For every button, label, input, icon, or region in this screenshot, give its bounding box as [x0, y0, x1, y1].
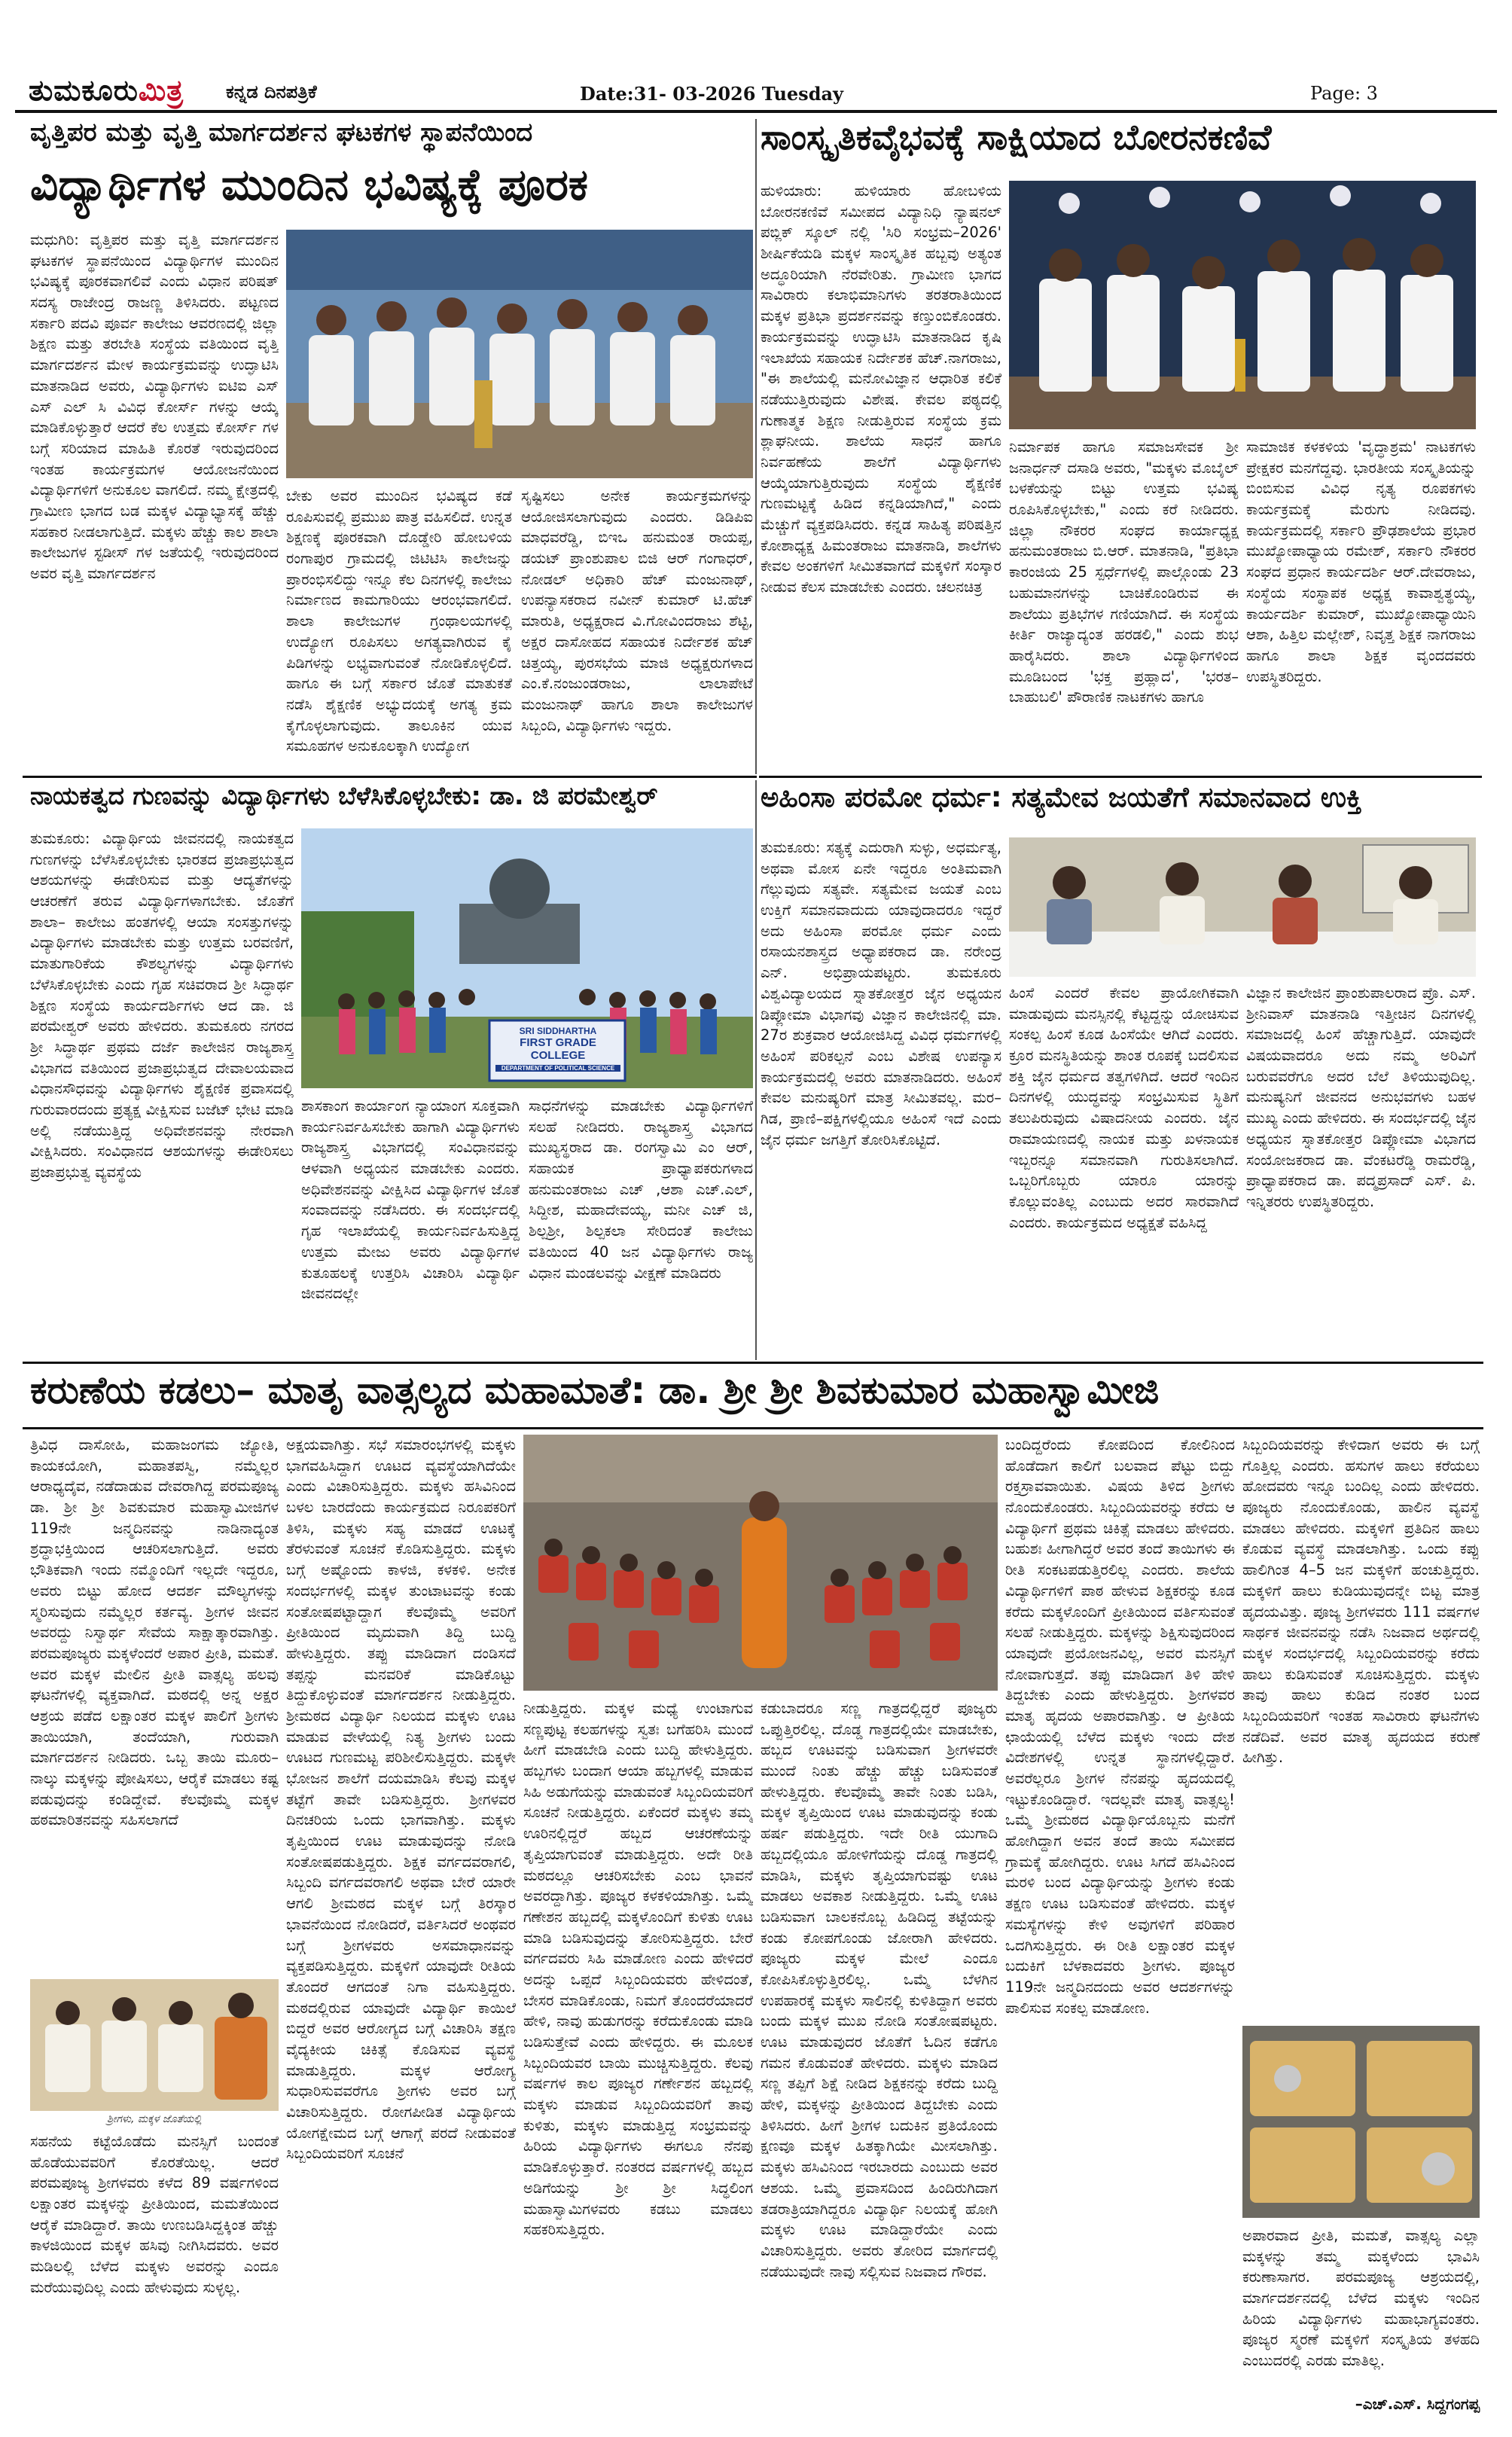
masthead-subtitle: ಕನ್ನಡ ದಿನಪತ್ರಿಕೆ — [226, 81, 317, 102]
food-trays-photo-icon — [1242, 2026, 1480, 2218]
story5-col1-text: ತ್ರಿವಿಧ ದಾಸೋಹಿ, ಮಹಾಜಂಗಮ ಜ್ಯೋತಿ, ಕಾಯಕಯೋಗಿ, ಮಹಾತಪಸ್ವಿ, ನಮ್ಮೆಲ್ಲರ ಆರಾಧ್ಯದೈವ, ನಡೆದಾಡುವ ದೇವರಾಗಿದ್ದ ಪರಮಪೂಜ್ಯ ಡಾ. ಶ್ರೀ ಶ್ರೀ ಶಿವಕುಮಾರ ಮಹಾಸ್ವಾಮೀಜಿಗಳ 119ನೇ ಜನ್ಮದಿನವನ್ನು ನಾಡಿನಾದ್ಯಂತ ಶ್ರದ್ಧಾಭಕ್ತಿಯಿಂದ ಆಚರಿಸಲಾಗುತ್ತಿದೆ. ಅವರು ಭೌತಿಕವಾಗಿ ಇಂದು ನಮ್ಮೊಂದಿಗೆ ಇಲ್ಲದೇ ಇದ್ದರೂ, ಅವರು ಬಿಟ್ಟು ಹೋದ ಆದರ್ಶ ಮೌಲ್ಯಗಳನ್ನು ಸ್ಮರಿಸುವುದು ನಮ್ಮೆಲ್ಲರ ಕರ್ತವ್ಯ. ಶ್ರೀಗಳ ಜೀವನ ಅವರದ್ದು ನಿಸ್ವಾರ್ಥ ಸೇವೆಯ ಸಾಕ್ಷಾತ್ಕಾರವಾಗಿತ್ತು. ಪರಮಪೂಜ್ಯರು ಮಕ್ಕಳೆಂದರೆ ಅಪಾರ ಪ್ರೀತಿ, ಮಮತೆ. ಅವರ ಮಕ್ಕಳ ಮೇಲಿನ ಪ್ರೀತಿ ವಾತ್ಸಲ್ಯ ಹಲವು ಘಟನೆಗಳಲ್ಲಿ ವ್ಯಕ್ತವಾಗಿದೆ. ಮಠದಲ್ಲಿ ಅನ್ನ ಅಕ್ಷರ ಆಶ್ರಯ ಪಡೆದ ಲಕ್ಷಾಂತರ ಮಕ್ಕಳ ಪಾಲಿಗೆ ಶ್ರೀಗಳು ತಾಯಿಯಾಗಿ, ತಂದೆಯಾಗಿ, ಗುರುವಾಗಿ ಮಾರ್ಗದರ್ಶನ ನೀಡಿದರು. ಒಬ್ಬ ತಾಯಿ ಮೂರು–ನಾಲ್ಕು ಮಕ್ಕಳನ್ನು ಪೋಷಿಸಲು, ಆರೈಕೆ ಮಾಡಲು ಕಷ್ಟ ಪಡುವುದನ್ನು ಕಂಡಿದ್ದೇವೆ. ಕೆಲವೊಮ್ಮೆ ಮಕ್ಕಳ ಹಠಮಾರಿತನವನ್ನು ಸಹಿಸಲಾಗದೆ — [30, 1436, 279, 1829]
column-divider — [755, 119, 757, 774]
photo-caption: ಶ್ರೀಗಳು, ಮಕ್ಕಳ ಜೊತೆಯಲ್ಲಿ — [107, 2113, 202, 2125]
banner-line2: FIRST GRADE COLLEGE — [520, 1036, 596, 1062]
story5-col4-text: ಕಡುಬಾದರೂ ಸಣ್ಣ ಗಾತ್ರದಲ್ಲಿದ್ದರೆ ಪೂಜ್ಯರು ಒಪ್ಪುತ್ತಿರಲಿಲ್ಲ. ದೊಡ್ಡ ಗಾತ್ರದಲ್ಲಿಯೇ ಮಾಡಬೇಕು, ಹಬ್ಬದ ಊಟವನ್ನು ಬಡಿಸುವಾಗ ಶ್ರೀಗಳವರೇ ಮುಂದೆ ನಿಂತು ಹೆಚ್ಚು ಹೆಚ್ಚು ಬಡಿಸುವಂತೆ ಹೇಳುತ್ತಿದ್ದರು. ಕೆಲವೊಮ್ಮೆ ತಾವೇ ನಿಂತು ಬಡಿಸಿ, ಮಕ್ಕಳ ತೃಪ್ತಿಯಿಂದ ಊಟ ಮಾಡುವುದನ್ನು ಕಂಡು ಹರ್ಷ ಪಡುತ್ತಿದ್ದರು. ಇದೇ ರೀತಿ ಯುಗಾದಿ ಹಬ್ಬದಲ್ಲಿಯೂ ಹೋಳಿಗೆಯನ್ನು ದೊಡ್ಡ ಗಾತ್ರದಲ್ಲಿ ಮಾಡಿಸಿ, ಮಕ್ಕಳು ತೃಪ್ತಿಯಾಗುವಷ್ಟು ಊಟ ಮಾಡಲು ಅವಕಾಶ ನೀಡುತ್ತಿದ್ದರು. ಒಮ್ಮೆ ಊಟ ಬಡಿಸುವಾಗ ಬಾಲಕನೊಬ್ಬ ಹಿಡಿದಿದ್ದ ತಟ್ಟೆಯನ್ನು ಕಂಡು ಕೋಪಗೊಂಡು ಜೋರಾಗಿ ಹೇಳಿದರು. ಪೂಜ್ಯರು ಮಕ್ಕಳ ಮೇಲೆ ಎಂದೂ ಕೋಪಿಸಿಕೊಳ್ಳುತ್ತಿರಲಿಲ್ಲ. ಒಮ್ಮೆ ಬೆಳಗಿನ ಉಪಹಾರಕ್ಕೆ ಮಕ್ಕಳು ಸಾಲಿನಲ್ಲಿ ಕುಳಿತಿದ್ದಾಗ ಅವರು ಬಂದು ಮಕ್ಕಳ ಮುಖ ನೋಡಿ ಸಂತೋಷಪಟ್ಟರು. ಊಟ ಮಾಡುವುದರ ಜೊತೆಗೆ ಓದಿನ ಕಡೆಗೂ ಗಮನ ಕೊಡುವಂತೆ ಹೇಳಿದರು. ಮಕ್ಕಳು ಮಾಡಿದ ಸಣ್ಣ ತಪ್ಪಿಗೆ ಶಿಕ್ಷೆ ನೀಡಿದ ಶಿಕ್ಷಕನನ್ನು ಕರೆದು ಬುದ್ದಿ ಹೇಳಿ, ಮಕ್ಕಳನ್ನು ಪ್ರೀತಿಯಿಂದ ತಿದ್ದಬೇಕು ಎಂದು ತಿಳಿಸಿದರು. ಹೀಗೆ ಶ್ರೀಗಳ ಬದುಕಿನ ಪ್ರತಿಯೊಂದು ಕ್ಷಣವೂ ಮಕ್ಕಳ ಹಿತಕ್ಕಾಗಿಯೇ ಮೀಸಲಾಗಿತ್ತು. ಮಕ್ಕಳು ಹಸಿವಿನಿಂದ ಇರಬಾರದು ಎಂಬುದು ಅವರ ಆಶಯ. ಒಮ್ಮೆ ಪ್ರವಾಸದಿಂದ ಹಿಂದಿರುಗಿದಾಗ ತಡರಾತ್ರಿಯಾಗಿದ್ದರೂ ವಿದ್ಯಾರ್ಥಿ ನಿಲಯಕ್ಕೆ ಹೋಗಿ ಮಕ್ಕಳು ಊಟ ಮಾಡಿದ್ದಾರೆಯೇ ಎಂದು ವಿಚಾರಿಸುತ್ತಿದ್ದರು. ಅವರು ತೋರಿದ ಮಾರ್ಗದಲ್ಲಿ ನಡೆಯುವುದೇ ನಾವು ಸಲ್ಲಿಸುವ ನಿಜವಾದ ಗೌರವ. — [761, 1700, 998, 2280]
story3-col3-text: ಸಾಧನೆಗಳನ್ನು ಮಾಡಬೇಕು ವಿದ್ಯಾರ್ಥಿಗಳಿಗೆ ಸಲಹೆ ನೀಡಿದರು. ರಾಜ್ಯಶಾಸ್ತ್ರ ವಿಭಾಗದ ಮುಖ್ಯಸ್ಥರಾದ ಡಾ. ರಂಗಸ್ವಾಮಿ ಎಂ ಆರ್, ಸಹಾಯಕ ಪ್ರಾಧ್ಯಾಪಕರುಗಳಾದ ಹನುಮಂತರಾಜು ಎಚ್ ,ಆಶಾ ಎಚ್.ಎಲ್, ಸಿದ್ದೀಶ, ಮಹಾದೇವಯ್ಯ, ಮನೀ ಎಚ್ ಜಿ, ಶಿಲ್ಪಶ್ರೀ, ಶಿಲ್ಪಕಲಾ ಸೇರಿದಂತೆ ಕಾಲೇಜು ವತಿಯಿಂದ 40 ಜನ ವಿದ್ಯಾರ್ಥಿಗಳು ರಾಜ್ಯ ವಿಧಾನ ಮಂಡಲವನ್ನು ವೀಕ್ಷಣೆ ಮಾಡಿದರು — [529, 1097, 753, 1282]
masthead-date: Date:31- 03-2026 Tuesday — [580, 83, 843, 105]
story2-col3-text: ಸಾಮಾಜಿಕ ಕಳಕಳಿಯ 'ವೃದ್ಧಾಶ್ರಮ' ನಾಟಕಗಳು ಪ್ರೇಕ್ಷಕರ ಮನಗೆದ್ದವು. ಭಾರತೀಯ ಸಂಸ್ಕೃತಿಯನ್ನು ಬಿಂಬಿಸುವ ವಿವಿಧ ನೃತ್ಯ ರೂಪಕಗಳು ಕಾರ್ಯಕ್ರಮಕ್ಕೆ ಮೆರುಗು ನೀಡಿದವು. ಕಾರ್ಯಕ್ರಮದಲ್ಲಿ ಸರ್ಕಾರಿ ಪ್ರೌಢಶಾಲೆಯ ಪ್ರಭಾರ ಮುಖ್ಯೋಪಾಧ್ಯಾಯ ರಮೇಶ್, ಸರ್ಕಾರಿ ನೌಕರರ ಸಂಘದ ಪ್ರಧಾನ ಕಾರ್ಯದರ್ಶಿ ಆರ್.ದೇವರಾಜು, ಸಂಸ್ಥೆಯ ಸಂಸ್ಥಾಪಕ ಅಧ್ಯಕ್ಷ ಕಾವಾಶ್ವತ್ಥಯ್ಯ, ಕಾರ್ಯದರ್ಶಿ ಕುಮಾರ್, ಮುಖ್ಯೋಪಾಧ್ಯಾಯಿನಿ ಆಶಾ, ಹಿತ್ತಿಲ ಮಲ್ಲೇಶ್, ನಿವೃತ್ತ ಶಿಕ್ಷಕ ನಾಗರಾಜು ಹಾಗೂ ಶಾಲಾ ಶಿಕ್ಷಕ ವೃಂದದವರು ಉಪಸ್ಥಿತರಿದ್ದರು. — [1246, 438, 1476, 685]
section-divider — [23, 1362, 1483, 1364]
story5-col5-text: ಬಂದಿದ್ದರೆಂದು ಕೋಪದಿಂದ ಕೋಲಿನಿಂದ ಹೊಡೆದಾಗ ಕಾಲಿಗೆ ಬಲವಾದ ಪೆಟ್ಟು ಬಿದ್ದು ರಕ್ತಸ್ರಾವವಾಯಿತು. ವಿಷಯ ತಿಳಿದ ಶ್ರೀಗಳು ನೊಂದುಕೊಂಡರು. ಸಿಬ್ಬಂದಿಯವರನ್ನು ಕರೆದು ಆ ವಿದ್ಯಾರ್ಥಿಗೆ ಪ್ರಥಮ ಚಿಕಿತ್ಸೆ ಮಾಡಲು ಹೇಳಿದರು. ಬಹುಶಃ ಹೀಗಾಗಿದ್ದರೆ ಅವರ ತಂದೆ ತಾಯಿಗಳು ಈ ರೀತಿ ಸಂಕಟಪಡುತ್ತಿರಲಿಲ್ಲ ಎಂದರು. ಶಾಲೆಯ ವಿದ್ಯಾರ್ಥಿಗಳಿಗೆ ಪಾಠ ಹೇಳುವ ಶಿಕ್ಷಕರನ್ನು ಕೂಡ ಕರೆದು ಮಕ್ಕಳೊಂದಿಗೆ ಪ್ರೀತಿಯಿಂದ ವರ್ತಿಸುವಂತೆ ಸಲಹೆ ನೀಡುತ್ತಿದ್ದರು. ಮಕ್ಕಳನ್ನು ಶಿಕ್ಷಿಸುವುದರಿಂದ ಯಾವುದೇ ಪ್ರಯೋಜನವಿಲ್ಲ, ಅವರ ಮನಸ್ಸಿಗೆ ನೋವಾಗುತ್ತದೆ. ತಪ್ಪು ಮಾಡಿದಾಗ ತಿಳಿ ಹೇಳಿ ತಿದ್ದಬೇಕು ಎಂದು ಹೇಳುತ್ತಿದ್ದರು. ಶ್ರೀಗಳವರ ಮಾತೃ ಹೃದಯ ಅಪಾರವಾಗಿತ್ತು. ಆ ಪ್ರೀತಿಯ ಛಾಯೆಯಲ್ಲಿ ಬೆಳೆದ ಮಕ್ಕಳು ಇಂದು ದೇಶ ವಿದೇಶಗಳಲ್ಲಿ ಉನ್ನತ ಸ್ಥಾನಗಳಲ್ಲಿದ್ದಾರೆ. ಅವರೆಲ್ಲರೂ ಶ್ರೀಗಳ ನೆನಪನ್ನು ಹೃದಯದಲ್ಲಿ ಇಟ್ಟುಕೊಂಡಿದ್ದಾರೆ. ಇದಲ್ಲವೇ ಮಾತೃ ವಾತ್ಸಲ್ಯ! ಒಮ್ಮೆ ಶ್ರೀಮಠದ ವಿದ್ಯಾರ್ಥಿಯೊಬ್ಬನು ಮನೆಗೆ ಹೋಗಿದ್ದಾಗ ಅವನ ತಂದೆ ತಾಯಿ ಸಮೀಪದ ಗ್ರಾಮಕ್ಕೆ ಹೋಗಿದ್ದರು. ಊಟ ಸಿಗದೆ ಹಸಿವಿನಿಂದ ಮರಳಿ ಬಂದ ವಿದ್ಯಾರ್ಥಿಯನ್ನು ಶ್ರೀಗಳು ಕಂಡು ತಕ್ಷಣ ಊಟ ಬಡಿಸುವಂತೆ ಹೇಳಿದರು. ಮಕ್ಕಳ ಸಮಸ್ಯೆಗಳನ್ನು ಕೇಳಿ ಅವುಗಳಿಗೆ ಪರಿಹಾರ ಒದಗಿಸುತ್ತಿದ್ದರು. ಈ ರೀತಿ ಲಕ್ಷಾಂತರ ಮಕ್ಕಳ ಬದುಕಿಗೆ ಬೆಳಕಾದವರು ಶ್ರೀಗಳು. ಪೂಜ್ಯರ 119ನೇ ಜನ್ಮದಿನದಂದು ಅವರ ಆದರ್ಶಗಳನ್ನು ಪಾಲಿಸುವ ಸಂಕಲ್ಪ ಮಾಡೋಣ. — [1005, 1436, 1235, 2017]
story5-col2 — [286, 1435, 516, 2425]
story4-col2 — [1009, 983, 1239, 1357]
story3-col1 — [30, 828, 294, 1356]
story1-col3-text: ಸೃಷ್ಟಿಸಲು ಅನೇಕ ಕಾರ್ಯಕ್ರಮಗಳನ್ನು ಆಯೋಜಿಸಲಾಗುವುದು ಎಂದರು. ಡಿಡಿಪಿಐ ಮಾಧವರೆಡ್ಡಿ, ಬಿಇಒ ಹನುಮಂತ ರಾಯಪ್ಪ, ಡಯಟ್ ಪ್ರಾಂಶುಪಾಲ ಬಿಜಿ ಆರ್ ಗಂಗಾಧರ್, ನೋಡಲ್ ಅಧಿಕಾರಿ ಹೆಚ್ ಮಂಜುನಾಥ್, ಉಪನ್ಯಾಸಕರಾದ ನವೀನ್ ಕುಮಾರ್ ಟಿ.ಹೆಚ್ ಮಾರುತಿ, ಅಧ್ಯಕ್ಷರಾದ ವಿ.ಗೋವಿಂದರಾಜು ಶೆಟ್ಟಿ, ಅಕ್ಷರ ದಾಸೋಹದ ಸಹಾಯಕ ನಿರ್ದೇಶಕ ಹೆಚ್ ಚಿತ್ತಯ್ಯ, ಪುರಸಭೆಯ ಮಾಜಿ ಅಧ್ಯಕ್ಷರುಗಳಾದ ಎಂ.ಕೆ.ನಂಜುಂಡರಾಜು, ಲಾಲಾಪೇಟೆ ಮಂಜುನಾಥ್ ಹಾಗೂ ಶಾಲಾ ಕಾಲೇಜುಗಳ ಸಿಬ್ಬಂದಿ, ವಿದ್ಯಾರ್ಥಿಗಳು ಇದ್ದರು. — [521, 487, 753, 734]
story5-headline: ಕರುಣೆಯ ಕಡಲು– ಮಾತೃ ವಾತ್ಸಲ್ಯದ ಮಹಾಮಾತೆ: ಡಾ. ಶ್ರೀ ಶ್ರೀ ಶಿವಕುಮಾರ ಮಹಾಸ್ವಾಮೀಜಿ — [30, 1368, 1160, 1412]
story2-col1-text: ಹುಳಿಯಾರು: ಹುಳಿಯಾರು ಹೋಬಳಿಯ ಬೋರನಕಣಿವೆ ಸಮೀಪದ ವಿದ್ಯಾನಿಧಿ ನ್ಯಾಷನಲ್ ಪಬ್ಲಿಕ್ ಸ್ಕೂಲ್ ನಲ್ಲಿ 'ಸಿರಿ ಸಂಭ್ರಮ–2026' ಶೀರ್ಷಿಕೆಯಡಿ ಮಕ್ಕಳ ಸಾಂಸ್ಕೃತಿಕ ಹಬ್ಬವು ಅತ್ಯಂತ ಅದ್ಧೂರಿಯಾಗಿ ನೆರವೇರಿತು. ಗ್ರಾಮೀಣ ಭಾಗದ ಸಾವಿರಾರು ಕಲಾಭಿಮಾನಿಗಳು ತರತರಾತಿಯಿಂದ ಮಕ್ಕಳ ಪ್ರತಿಭಾ ಪ್ರದರ್ಶನವನ್ನು ಕಣ್ತುಂಬಿಕೊಂಡರು. ಕಾರ್ಯಕ್ರಮವನ್ನು ಉದ್ಘಾಟಿಸಿ ಮಾತನಾಡಿದ ಕೃಷಿ ಇಲಾಖೆಯ ಸಹಾಯಕ ನಿರ್ದೇಶಕ ಹೆಚ್.ನಾಗರಾಜು, "ಈ ಶಾಲೆಯಲ್ಲಿ ಮನೋವಿಜ್ಞಾನ ಆಧಾರಿತ ಕಲಿಕೆ ನಡೆಯುತ್ತಿರುವುದು ವಿಶೇಷ. ಕೇವಲ ಪಠ್ಯದಲ್ಲಿ ಗುಣಾತ್ಮಕ ಶಿಕ್ಷಣ ನೀಡುತ್ತಿರುವ ಸಂಸ್ಥೆಯ ಕ್ರಮ ಶ್ಲಾಘನೀಯ. ಶಾಲೆಯ ಸಾಧನೆ ಹಾಗೂ ನಿರ್ವಹಣೆಯ ಶಾಲೆಗೆ ವಿದ್ಯಾರ್ಥಿಗಳು ಆಯ್ಕೆಯಾಗುತ್ತಿರುವುದು ಸಂಸ್ಥೆಯ ಶೈಕ್ಷಣಿಕ ಗುಣಮಟ್ಟಕ್ಕೆ ಹಿಡಿದ ಕನ್ನಡಿಯಾಗಿದೆ," ಎಂದು ಮೆಚ್ಚುಗೆ ವ್ಯಕ್ತಪಡಿಸಿದರು. ಕನ್ನಡ ಸಾಹಿತ್ಯ ಪರಿಷತ್ತಿನ ಕೋಶಾಧ್ಯಕ್ಷ ಹಿಮಂತರಾಜು ಮಾತನಾಡಿ, ಶಾಲೆಗಳು ಕೇವಲ ಅಂಕಗಳಿಗೆ ಸೀಮಿತವಾಗದೆ ಮಕ್ಕಳಿಗೆ ಸಂಸ್ಕಾರ ನೀಡುವ ಕೆಲಸ ಮಾಡಬೇಕು ಎಂದರು. ಚಲನಚಿತ್ರ — [761, 182, 1001, 596]
story2-col1 — [761, 181, 1001, 768]
story5-col6b — [1242, 2225, 1480, 2387]
story2-photo — [1009, 181, 1476, 429]
story4-photo — [1009, 837, 1476, 977]
story3-col1-text: ತುಮಕೂರು: ವಿದ್ಯಾರ್ಥಿಯ ಜೀವನದಲ್ಲಿ ನಾಯಕತ್ವದ ಗುಣಗಳನ್ನು ಬೆಳೆಸಿಕೊಳ್ಳಬೇಕು ಭಾರತದ ಪ್ರಜಾಪ್ರಭುತ್ವದ ಆಶಯಗಳನ್ನು ಈಡೇರಿಸುವ ಮತ್ತು ಆದ್ಯತೆಗಳನ್ನು ಆಚರಣೆಗೆ ತರುವ ವಿದ್ಯಾರ್ಥಿಗಳಾಗಬೇಕು. ಜೊತೆಗೆ ಶಾಲಾ– ಕಾಲೇಜು ಹಂತಗಳಲ್ಲಿ ಆಯಾ ಸಂಸತ್ತುಗಳನ್ನು ವಿದ್ಯಾರ್ಥಿಗಳು ಮಾಡಬೇಕು ಮತ್ತು ಉತ್ತಮ ಬರವಣಿಗೆ, ಮಾತುಗಾರಿಕೆಯ ಕೌಶಲ್ಯಗಳನ್ನು ವಿದ್ಯಾರ್ಥಿಗಳು ಬೆಳೆಸಿಕೊಳ್ಳಬೇಕು ಎಂದು ಗೃಹ ಸಚಿವರಾದ ಶ್ರೀ ಸಿದ್ಧಾರ್ಥ ಶಿಕ್ಷಣ ಸಂಸ್ಥೆಯ ಕಾರ್ಯದರ್ಶಿಗಳು ಆದ ಡಾ. ಜಿ ಪರಮೇಶ್ವರ್ ಅವರು ಹೇಳಿದರು. ತುಮಕೂರು ನಗರದ ಶ್ರೀ ಸಿದ್ಧಾರ್ಥ ಪ್ರಥಮ ದರ್ಜೆ ಕಾಲೇಜಿನ ರಾಜ್ಯಶಾಸ್ತ್ರ ವಿಭಾಗದ ವತಿಯಿಂದ ಪ್ರಜಾಪ್ರಭುತ್ವದ ದೇವಾಲಯವಾದ ವಿಧಾನಸೌಧವನ್ನು ವಿದ್ಯಾರ್ಥಿಗಳು ಶೈಕ್ಷಣಿಕ ಪ್ರವಾಸದಲ್ಲಿ ಗುರುವಾರದಂದು ಪ್ರತ್ಯಕ್ಷ ವೀಕ್ಷಿಸುವ ಬಜೆಟ್ ಭೇಟಿ ಮಾಡಿ ಅಲ್ಲಿ ನಡೆಯುತ್ತಿದ್ದ ಅಧಿವೇಶನವನ್ನು ನೇರವಾಗಿ ವೀಕ್ಷಿಸಿದರು. ಸಂವಿಧಾನದ ಆಶಯಗಳನ್ನು ಈಡೇರಿಸಲು ಪ್ರಜಾಪ್ರಭುತ್ವ ವ್ಯವಸ್ಥೆಯ — [30, 830, 294, 1181]
college-banner — [495, 1026, 620, 1072]
story2-col2-text: ನಿರ್ಮಾಪಕ ಹಾಗೂ ಸಮಾಜಸೇವಕ ಶ್ರೀ ಜನಾರ್ಧನ್ ದಸಾಡಿ ಅವರು, "ಮಕ್ಕಳು ಮೊಬೈಲ್ ಬಳಕೆಯನ್ನು ಬಿಟ್ಟು ಉತ್ತಮ ಭವಿಷ್ಯ ರೂಪಿಸಿಕೊಳ್ಳಬೇಕು," ಎಂದು ಕರೆ ನೀಡಿದರು. ಜಿಲ್ಲಾ ನೌಕರರ ಸಂಘದ ಕಾರ್ಯಾಧ್ಯಕ್ಷ ಹನುಮಂತರಾಜು ಬಿ.ಆರ್. ಮಾತನಾಡಿ, "ಪ್ರತಿಭಾ ಕಾರಂಜಿಯ 25 ಸ್ಪರ್ಧೆಗಳಲ್ಲಿ ಪಾಲ್ಗೊಂಡು 23 ಬಹುಮಾನಗಳನ್ನು ಬಾಚಿಕೊಂಡಿರುವ ಈ ಶಾಲೆಯು ಪ್ರತಿಭೆಗಳ ಗಣಿಯಾಗಿದೆ. ಈ ಸಂಸ್ಥೆಯ ಕೀರ್ತಿ ರಾಜ್ಯಾದ್ಯಂತ ಹರಡಲಿ," ಎಂದು ಶುಭ ಹಾರೈಸಿದರು. ಶಾಲಾ ವಿದ್ಯಾರ್ಥಿಗಳಿಂದ ಮೂಡಿಬಂದ 'ಭಕ್ತ ಪ್ರಹ್ಲಾದ', 'ಭರತ–ಬಾಹುಬಲಿ' ಪೌರಾಣಿಕ ನಾಟಕಗಳು ಹಾಗೂ — [1009, 438, 1239, 706]
story5-col4 — [761, 1698, 998, 2425]
story4-col1-text: ತುಮಕೂರು: ಸತ್ಯಕ್ಕೆ ಎದುರಾಗಿ ಸುಳ್ಳು, ಅಧರ್ಮತ್ಯ, ಅಥವಾ ಮೋಸ ಏನೇ ಇದ್ದರೂ ಅಂತಿಮವಾಗಿ ಗೆಲ್ಲುವುದು ಸತ್ಯವೇ. ಸತ್ಯಮೇವ ಜಯತೆ ಎಂಬ ಉಕ್ತಿಗೆ ಸಮಾನವಾದುದು ಯಾವುದಾದರೂ ಇದ್ದರೆ ಅದು ಅಹಿಂಸಾ ಪರಮೋ ಧರ್ಮ ಎಂದು ರಸಾಯನಶಾಸ್ತ್ರದ ಅಧ್ಯಾಪಕರಾದ ಡಾ. ನರೇಂದ್ರ ಎನ್. ಅಭಿಪ್ರಾಯಪಟ್ಟರು. ತುಮಕೂರು ವಿಶ್ವವಿದ್ಯಾಲಯದ ಸ್ನಾತಕೋತ್ತರ ಜೈನ ಅಧ್ಯಯನ ಡಿಪ್ಲೋಮಾ ವಿಭಾಗವು ವಿಜ್ಞಾನ ಕಾಲೇಜಿನಲ್ಲಿ ಮಾ. 27ರ ಶುಕ್ರವಾರ ಆಯೋಜಿಸಿದ್ದ ವಿವಿಧ ಧರ್ಮಗಳಲ್ಲಿ ಅಹಿಂಸೆ ಪರಿಕಲ್ಪನೆ ಎಂಬ ವಿಶೇಷ ಉಪನ್ಯಾಸ ಕಾರ್ಯಕ್ರಮದಲ್ಲಿ ಅವರು ಮಾತನಾಡಿದರು. ಅಹಿಂಸೆ ಕೇವಲ ಮನುಷ್ಯರಿಗೆ ಮಾತ್ರ ಸೀಮಿತವಲ್ಲ. ಮರ–ಗಿಡ, ಪ್ರಾಣಿ–ಪಕ್ಷಿಗಳಲ್ಲಿಯೂ ಅಹಿಂಸೆ ಇದೆ ಎಂದು ಜೈನ ಧರ್ಮ ಜಗತ್ತಿಗೆ ತೋರಿಸಿಕೊಟ್ಟಿದೆ. — [761, 839, 1001, 1148]
group-event-photo-icon — [286, 230, 753, 478]
story4-col3 — [1246, 983, 1476, 1357]
section-divider — [759, 776, 1482, 778]
story5-col1 — [30, 1435, 279, 1969]
story1-col2 — [286, 486, 512, 772]
masthead-rule — [15, 110, 1497, 113]
story1-col3 — [521, 486, 753, 772]
section-divider — [23, 1427, 1483, 1429]
story5-photo-small — [30, 1979, 279, 2111]
story5-col6b-text: ಅಪಾರವಾದ ಪ್ರೀತಿ, ಮಮತೆ, ವಾತ್ಸಲ್ಯ ಎಲ್ಲಾ ಮಕ್ಕಳನ್ನು ತಮ್ಮ ಮಕ್ಕಳೆಂದು ಭಾವಿಸಿ ಕರುಣಾಸಾಗರ. ಪರಮಪೂಜ್ಯ ಆಶ್ರಯದಲ್ಲಿ, ಮಾರ್ಗದರ್ಶನದಲ್ಲಿ ಬೆಳೆದ ಮಕ್ಕಳು ಇಂದಿನ ಹಿರಿಯ ವಿದ್ಯಾರ್ಥಿಗಳು ಮಹಾಭಾಗ್ಯವಂತರು. ಪೂಜ್ಯರ ಸ್ಮರಣೆ ಮಕ್ಕಳಿಗೆ ಸಂಸ್ಕೃತಿಯ ತಳಹದಿ ಎಂಬುದರಲ್ಲಿ ಎರಡು ಮಾತಿಲ್ಲ. — [1242, 2227, 1480, 2370]
logo-part2: ಮಿತ್ರ — [138, 74, 184, 107]
story5-photo-food — [1242, 2026, 1480, 2218]
story1-col1 — [30, 230, 279, 772]
story3-col2-text: ಶಾಸಕಾಂಗ ಕಾರ್ಯಾಂಗ ನ್ಯಾಯಾಂಗ ಸೂಕ್ತವಾಗಿ ಕಾರ್ಯನಿರ್ವಹಿಸಬೇಕು ಹಾಗಾಗಿ ವಿದ್ಯಾರ್ಥಿಗಳು ರಾಜ್ಯಶಾಸ್ತ್ರ ವಿಭಾಗದಲ್ಲಿ ಸಂವಿಧಾನವನ್ನು ಆಳವಾಗಿ ಅಧ್ಯಯನ ಮಾಡಬೇಕು ಎಂದರು. ಅಧಿವೇಶನವನ್ನು ವೀಕ್ಷಿಸಿದ ವಿದ್ಯಾರ್ಥಿಗಳ ಜೊತೆ ಸಂವಾದವನ್ನು ನಡೆಸಿದರು. ಈ ಸಂದರ್ಭದಲ್ಲಿ ಗೃಹ ಇಲಾಖೆಯಲ್ಲಿ ಕಾರ್ಯನಿರ್ವಹಿಸುತ್ತಿದ್ದ ಉತ್ತಮ ಮೇಜು ಅವರು ವಿದ್ಯಾರ್ಥಿಗಳ ಕುತೂಹಲಕ್ಕೆ ಉತ್ತರಿಸಿ ವಿಚಾರಿಸಿ ವಿದ್ಯಾರ್ಥಿ ಜೀವನದಲ್ಲೇ — [301, 1097, 520, 1303]
section-divider — [23, 776, 757, 778]
story1-kicker: ವೃತ್ತಿಪರ ಮತ್ತು ವೃತ್ತಿ ಮಾರ್ಗದರ್ಶನ ಘಟಕಗಳ ಸ್ಥಾಪನೆಯಿಂದ — [30, 117, 533, 148]
story4-col2-text: ಹಿಂಸೆ ಎಂದರೆ ಕೇವಲ ಪ್ರಾಯೋಗಿಕವಾಗಿ ಮಾಡುವುದು ಮನಸ್ಸಿನಲ್ಲಿ ಕೆಟ್ಟದ್ದನ್ನು ಯೋಚಿಸುವ ಸಂಕಲ್ಪ ಹಿಂಸೆ ಕೂಡ ಹಿಂಸೆಯೇ ಆಗಿದೆ ಎಂದರು. ಕ್ರೂರ ಮನಸ್ಥಿತಿಯನ್ನು ಶಾಂತ ರೂಪಕ್ಕೆ ಬದಲಿಸುವ ಶಕ್ತಿ ಜೈನ ಧರ್ಮದ ತತ್ವಗಳಿಗಿದೆ. ಆದರೆ ಇಂದಿನ ದಿನಗಳಲ್ಲಿ ಯುದ್ಧವನ್ನು ಸಂಭ್ರಮಿಸುವ ಸ್ಥಿತಿಗೆ ತಲುಪಿರುವುದು ವಿಷಾದನೀಯ ಎಂದರು. ಜೈನ ರಾಮಾಯಣದಲ್ಲಿ ನಾಯಕ ಮತ್ತು ಖಳನಾಯಕ ಇಬ್ಬರನ್ನೂ ಸಮಾನವಾಗಿ ಗುರುತಿಸಲಾಗಿದೆ. ಒಬ್ಬರಿಗೊಬ್ಬರು ಯಾರೂ ಯಾರನ್ನು ಕೊಲ್ಲುವಂತಿಲ್ಲ ಎಂಬುದು ಅದರ ಸಾರವಾಗಿದೆ ಎಂದರು. ಕಾರ್ಯಕ್ರಮದ ಅಧ್ಯಕ್ಷತೆ ವಹಿಸಿದ್ದ — [1009, 984, 1239, 1231]
story3-col3 — [529, 1096, 753, 1356]
column-divider — [755, 780, 757, 1360]
masthead-logo — [29, 74, 184, 108]
story2-headline: ಸಾಂಸ್ಕೃತಿಕವೈಭವಕ್ಕೆ ಸಾಕ್ಷಿಯಾದ ಬೋರನಕಣಿವೆ — [761, 117, 1272, 157]
banner-line3: DEPARTMENT OF POLITICAL SCIENCE — [495, 1065, 620, 1072]
story3-photo — [301, 828, 753, 1088]
story5-col6 — [1242, 1435, 1480, 2022]
story5-col1b — [30, 2131, 279, 2425]
story5-col1b-text: ಸಹನೆಯ ಕಟ್ಟೆಯೊಡೆದು ಮನಸ್ಸಿಗೆ ಬಂದಂತೆ ಹೊಡೆಯುವವರಿಗೆ ಕೊರತೆಯಿಲ್ಲ. ಆದರೆ ಪರಮಪೂಜ್ಯ ಶ್ರೀಗಳವರು ಕಳೆದ 89 ವರ್ಷಗಳಿಂದ ಲಕ್ಷಾಂತರ ಮಕ್ಕಳನ್ನು ಪ್ರೀತಿಯಿಂದ, ಮಮತೆಯಿಂದ ಆರೈಕೆ ಮಾಡಿದ್ದಾರೆ. ತಾಯಿ ಉಣಬಡಿಸಿದ್ದಕ್ಕಿಂತ ಹೆಚ್ಚು ಕಾಳಜಿಯಿಂದ ಮಕ್ಕಳ ಹಸಿವು ನೀಗಿಸಿದವರು. ಅವರ ಮಡಿಲಲ್ಲಿ ಬೆಳೆದ ಮಕ್ಕಳು ಅವರನ್ನು ಎಂದೂ ಮರೆಯುವುದಿಲ್ಲ ಎಂದು ಹೇಳುವುದು ಸುಳ್ಳಲ್ಲ. — [30, 2133, 279, 2296]
story5-col6-text: ಸಿಬ್ಬಂದಿಯವರನ್ನು ಕೇಳಿದಾಗ ಅವರು ಈ ಬಗ್ಗೆ ಗೊತ್ತಿಲ್ಲ ಎಂದರು. ಹಸುಗಳ ಹಾಲು ಕರೆಯಲು ಹೋದವರು ಇನ್ನೂ ಬಂದಿಲ್ಲ ಎಂದು ಹೇಳಿದರು. ಪೂಜ್ಯರು ನೊಂದುಕೊಂಡು, ಹಾಲಿನ ವ್ಯವಸ್ಥೆ ಮಾಡಲು ಹೇಳಿದರು. ಮಕ್ಕಳಿಗೆ ಪ್ರತಿದಿನ ಹಾಲು ಕೊಡುವ ವ್ಯವಸ್ಥೆ ಮಾಡಲಾಗಿತ್ತು. ಒಂದು ಕಪ್ಪು ಹಾಲಿಗಿಂತ 4–5 ಜನ ಮಕ್ಕಳಿಗೆ ಹಂಚುತ್ತಿದ್ದರು. ಮಕ್ಕಳಿಗೆ ಹಾಲು ಕುಡಿಯುವುದನ್ನೇ ಬಿಟ್ಟ ಮಾತ್ರ ಹೃದಯವಿತ್ತು. ಪೂಜ್ಯ ಶ್ರೀಗಳವರು 111 ವರ್ಷಗಳ ಸಾರ್ಥಕ ಜೀವನವನ್ನು ನಡೆಸಿ ನಿಜವಾದ ಅರ್ಥದಲ್ಲಿ ಮಕ್ಕಳ ಸಂದರ್ಭದಲ್ಲಿ ಸಿಬ್ಬಂದಿಯವರನ್ನು ಕರೆದು ಹಾಲು ಕುಡಿಸುವಂತೆ ಸೂಚಿಸುತ್ತಿದ್ದರು. ಮಕ್ಕಳು ತಾವು ಹಾಲು ಕುಡಿದ ನಂತರ ಬಂದ ಸಿಬ್ಬಂದಿಯವರಿಗೆ ಇಂತಹ ಸಾವಿರಾರು ಘಟನೆಗಳು ನಡೆದಿವೆ. ಅವರ ಮಾತೃ ಹೃದಯದ ಕರುಣೆ ಹೀಗಿತ್ತು. — [1242, 1436, 1480, 1767]
story3-headline: ನಾಯಕತ್ವದ ಗುಣವನ್ನು ವಿದ್ಯಾರ್ಥಿಗಳು ಬೆಳೆಸಿಕೊಳ್ಳಬೇಕು: ಡಾ. ಜಿ ಪರಮೇಶ್ವರ್ — [30, 781, 658, 810]
story5-col3-text: ನೀಡುತ್ತಿದ್ದರು. ಮಕ್ಕಳ ಮಧ್ಯೆ ಉಂಟಾಗುವ ಸಣ್ಣಪುಟ್ಟ ಕಲಹಗಳನ್ನು ಸ್ವತಃ ಬಗೆಹರಿಸಿ ಮುಂದೆ ಹೀಗೆ ಮಾಡಬೇಡಿ ಎಂದು ಬುದ್ದಿ ಹೇಳುತ್ತಿದ್ದರು. ಹಬ್ಬಗಳು ಬಂದಾಗ ಆಯಾ ಹಬ್ಬಗಳಲ್ಲಿ ಮಾಡುವ ಸಿಹಿ ಅಡುಗೆಯನ್ನು ಮಾಡುವಂತೆ ಸಿಬ್ಬಂದಿಯವರಿಗೆ ಸೂಚನೆ ನೀಡುತ್ತಿದ್ದರು. ಏಕೆಂದರೆ ಮಕ್ಕಳು ತಮ್ಮ ಊರಿನಲ್ಲಿದ್ದರೆ ಹಬ್ಬದ ಆಚರಣೆಯನ್ನು ತೃಪ್ತಿಯಾಗುವಂತೆ ಮಾಡುತ್ತಿದ್ದರು. ಅದೇ ರೀತಿ ಮಠದಲ್ಲೂ ಆಚರಿಸಬೇಕು ಎಂಬ ಭಾವನೆ ಅವರದ್ದಾಗಿತ್ತು. ಪೂಜ್ಯರ ಕಳಕಳಿಯಾಗಿತ್ತು. ಒಮ್ಮೆ ಗಣೇಶನ ಹಬ್ಬದಲ್ಲಿ ಮಕ್ಕಳೊಂದಿಗೆ ಕುಳಿತು ಊಟ ಮಾಡಿ ಬಡಿಸುವುದನ್ನು ತೋರಿಸುತ್ತಿದ್ದರು. ಬೇರೆ ವರ್ಗದವರು ಸಿಹಿ ಮಾಡೋಣ ಎಂದು ಹೇಳಿದರೆ ಅದನ್ನು ಒಪ್ಪದೆ ಸಿಬ್ಬಂದಿಯವರು ಹೇಳಿದಂತೆ, ಬೇಸರ ಮಾಡಿಕೊಂಡು, ನಿಮಗೆ ತೊಂದರೆಯಾದರೆ ಹೇಳಿ, ನಾವು ಹುಡುಗರನ್ನು ಕರೆದುಕೊಂಡು ಮಾಡಿ ಬಡಿಸುತ್ತೇವೆ ಎಂದು ಹೇಳಿದ್ದರು. ಈ ಮೂಲಕ ಸಿಬ್ಬಂದಿಯವರ ಬಾಯಿ ಮುಚ್ಚಿಸುತ್ತಿದ್ದರು. ಕೆಲವು ವರ್ಷಗಳ ಕಾಲ ಪೂಜ್ಯರ ಗರ್ಣೇಶನ ಹಬ್ಬದಲ್ಲಿ ಮಕ್ಕಳು ಮಾಡುವ ಸಿಬ್ಬಂದಿಯವರಿಗೆ ತಾವು ಕುಳಿತು, ಮಕ್ಕಳು ಮಾಡುತ್ತಿದ್ದ ಸಂಭ್ರಮವನ್ನು ಹಿರಿಯ ವಿದ್ಯಾರ್ಥಿಗಳು ಈಗಲೂ ನೆನಪು ಮಾಡಿಕೊಳ್ಳುತ್ತಾರೆ. ನಂತರದ ವರ್ಷಗಳಲ್ಲಿ ಹಬ್ಬದ ಅಡಿಗೆಯನ್ನು ಶ್ರೀ ಶ್ರೀ ಸಿದ್ಧಲಿಂಗ ಮಹಾಸ್ವಾಮಿಗಳವರು ಕಡಬು ಮಾಡಲು ಸಹಕರಿಸುತ್ತಿದ್ದರು. — [523, 1700, 753, 2239]
story3-col2 — [301, 1096, 520, 1356]
story5-col2-text: ಅಕ್ಷಯವಾಗಿತ್ತು. ಸಭೆ ಸಮಾರಂಭಗಳಲ್ಲಿ ಮಕ್ಕಳು ಭಾಗವಹಿಸಿದ್ದಾಗ ಊಟದ ವ್ಯವಸ್ಥೆಯಾಗಿದೆಯೇ ಎಂದು ವಿಚಾರಿಸುತ್ತಿದ್ದರು. ಮಕ್ಕಳು ಹಸಿವಿನಿಂದ ಬಳಲ ಬಾರದೆಂದು ಕಾರ್ಯಕ್ರಮದ ನಿರೂಪಕರಿಗೆ ತಿಳಿಸಿ, ಮಕ್ಕಳು ಸಹ್ಯ ಮಾಡದೆ ಊಟಕ್ಕೆ ತೆರಳುವಂತೆ ಸೂಚನೆ ಕೊಡಿಸುತ್ತಿದ್ದರು. ಮಕ್ಕಳು ಬಗ್ಗೆ ಅಷ್ಟೊಂದು ಕಾಳಜಿ, ಕಳಕಳಿ. ಅನೇಕ ಸಂದರ್ಭಗಳಲ್ಲಿ ಮಕ್ಕಳ ತುಂಟಾಟವನ್ನು ಕಂಡು ಸಂತೋಷಪಟ್ಟಾದ್ದಾಗ ಕೆಲವೊಮ್ಮೆ ಅವರಿಗೆ ಪ್ರೀತಿಯಿಂದ ಮೃದುವಾಗಿ ತಿದ್ದಿ ಬುದ್ದಿ ಹೇಳುತ್ತಿದ್ದರು. ತಪ್ಪು ಮಾಡಿದಾಗ ದಂಡಿಸದೆ ತಪ್ಪನ್ನು ಮನವರಿಕೆ ಮಾಡಿಕೊಟ್ಟು ತಿದ್ದುಕೊಳ್ಳುವಂತೆ ಮಾರ್ಗದರ್ಶನ ನೀಡುತ್ತಿದ್ದರು. ಶ್ರೀಮಠದ ವಿದ್ಯಾರ್ಥಿ ನಿಲಯದ ಮಕ್ಕಳು ಊಟ ಮಾಡುವ ವೇಳೆಯಲ್ಲಿ ನಿತ್ಯ ಶ್ರೀಗಳು ಬಂದು ಊಟದ ಗುಣಮಟ್ಟ ಪರಿಶೀಲಿಸುತ್ತಿದ್ದರು. ಮಕ್ಕಳೇ ಭೋಜನ ಶಾಲೆಗೆ ದಯಮಾಡಿಸಿ ಕೆಲವು ಮಕ್ಕಳ ತಟ್ಟೆಗೆ ತಾವೇ ಬಡಿಸುತ್ತಿದ್ದರು. ಶ್ರೀಗಳವರ ದಿನಚರಿಯ ಒಂದು ಭಾಗವಾಗಿತ್ತು. ಮಕ್ಕಳು ತೃಪ್ತಿಯಿಂದ ಊಟ ಮಾಡುವುದನ್ನು ನೋಡಿ ಸಂತೋಷಪಡುತ್ತಿದ್ದರು. ಶಿಕ್ಷಕ ವರ್ಗದವರಾಗಲಿ, ಸಿಬ್ಬಂದಿ ವರ್ಗದವರಾಗಲಿ ಅಥವಾ ಬೇರೆ ಯಾರೇ ಆಗಲಿ ಶ್ರೀಮಠದ ಮಕ್ಕಳ ಬಗ್ಗೆ ತಿರಸ್ಕಾರ ಭಾವನೆಯಿಂದ ನೋಡಿದರೆ, ವರ್ತಿಸಿದರೆ ಅಂಥವರ ಬಗ್ಗೆ ಶ್ರೀಗಳವರು ಅಸಮಾಧಾನವನ್ನು ವ್ಯಕ್ತಪಡಿಸುತ್ತಿದ್ದರು. ಮಕ್ಕಳಿಗೆ ಯಾವುದೇ ರೀತಿಯ ತೊಂದರೆ ಆಗದಂತೆ ನಿಗಾ ವಹಿಸುತ್ತಿದ್ದರು. ಮಠದಲ್ಲಿರುವ ಯಾವುದೇ ವಿದ್ಯಾರ್ಥಿ ಕಾಯಿಲೆ ಬಿದ್ದರೆ ಅವರ ಆರೋಗ್ಯದ ಬಗ್ಗೆ ವಿಚಾರಿಸಿ ತಕ್ಷಣ ವೈದ್ಯಕೀಯ ಚಿಕಿತ್ಸೆ ಕೊಡಿಸುವ ವ್ಯವಸ್ಥೆ ಮಾಡುತ್ತಿದ್ದರು. ಮಕ್ಕಳ ಆರೋಗ್ಯ ಸುಧಾರಿಸುವವರೆಗೂ ಶ್ರೀಗಳು ಅವರ ಬಗ್ಗೆ ವಿಚಾರಿಸುತ್ತಿದ್ದರು. ರೋಗಪೀಡಿತ ವಿದ್ಯಾರ್ಥಿಯ ಯೋಗಕ್ಷೇಮದ ಬಗ್ಗೆ ಆಗಾಗ್ಗೆ ಪರದೆ ನೀಡುವಂತೆ ಸಿಬ್ಬಂದಿಯವರಿಗೆ ಸೂಚನೆ — [286, 1436, 516, 2163]
story2-col2 — [1009, 437, 1239, 768]
story1-photo — [286, 230, 753, 478]
story4-col1 — [761, 837, 1001, 1357]
story5-col3 — [523, 1698, 753, 2425]
page-number: Page: 3 — [1310, 83, 1378, 104]
story2-col3 — [1246, 437, 1476, 768]
swamiji-serving-children-photo-icon — [523, 1435, 998, 1691]
logo-part1: ತುಮಕೂರು — [29, 74, 139, 107]
story4-col3-text: ವಿಜ್ಞಾನ ಕಾಲೇಜಿನ ಪ್ರಾಂಶುಪಾಲರಾದ ಪ್ರೊ. ಎಸ್. ಶ್ರೀನಿವಾಸ್ ಮಾತನಾಡಿ ಇತ್ತೀಚಿನ ದಿನಗಳಲ್ಲಿ ಸಮಾಜದಲ್ಲಿ ಹಿಂಸೆ ಹೆಚ್ಚಾಗುತ್ತಿದೆ. ಯಾವುದೇ ವಿಷಯವಾದರೂ ಅದು ನಮ್ಮ ಅರಿವಿಗೆ ಬರುವವರೆಗೂ ಅದರ ಬೆಲೆ ತಿಳಿಯುವುದಿಲ್ಲ. ಮನುಷ್ಯನಿಗೆ ಜೀವನದ ಅನುಭವಗಳು ಬಹಳ ಮುಖ್ಯ ಎಂದು ಹೇಳಿದರು. ಈ ಸಂದರ್ಭದಲ್ಲಿ ಜೈನ ಅಧ್ಯಯನ ಸ್ನಾತಕೋತ್ತರ ಡಿಪ್ಲೋಮಾ ವಿಭಾಗದ ಸಂಯೋಜಕರಾದ ಡಾ. ವೆಂಕಟರೆಡ್ಡಿ ರಾಮರೆಡ್ಡಿ, ಪ್ರಾಧ್ಯಾಪಕರಾದ ಡಾ. ಪದ್ಮಪ್ರಸಾದ್ ಎಸ್. ಪಿ. ಇನ್ನಿತರರು ಉಪಸ್ಥಿತರಿದ್ದರು. — [1246, 984, 1476, 1210]
story4-headline: ಅಹಿಂಸಾ ಪರಮೋ ಧರ್ಮ: ಸತ್ಯಮೇವ ಜಯತೆಗೆ ಸಮಾನವಾದ ಉಕ್ತಿ — [761, 781, 1362, 813]
story5-photo-main — [523, 1435, 998, 1691]
stage-lamp-lighting-photo-icon — [1009, 181, 1476, 429]
story5-byline: –ಎಚ್.ಎಸ್. ಸಿದ್ದಗಂಗಪ್ಪ — [1355, 2395, 1480, 2413]
story1-col2-text: ಬೇಕು ಅವರ ಮುಂದಿನ ಭವಿಷ್ಯದ ಕಡೆ ರೂಪಿಸುವಲ್ಲಿ ಪ್ರಮುಖ ಪಾತ್ರ ವಹಿಸಲಿದೆ. ಉನ್ನತ ಶಿಕ್ಷಣಕ್ಕೆ ಪೂರಕವಾಗಿ ದೊಡ್ಡೇರಿ ಹೋಬಳಿಯ ರಂಗಾಪುರ ಗ್ರಾಮದಲ್ಲಿ ಜಿಟಿಟಿಸಿ ಕಾಲೇಜನ್ನು ಪ್ರಾರಂಭಿಸಲಿದ್ದು ಇನ್ನೂ ಕೆಲ ದಿನಗಳಲ್ಲಿ ಕಾಲೇಜು ನಿರ್ಮಾಣದ ಕಾಮಗಾರಿಯು ಆರಂಭವಾಗಲಿದೆ. ಶಾಲಾ ಕಾಲೇಜುಗಳ ಗ್ರಂಥಾಲಯಗಳಲ್ಲಿ ಉದ್ಯೋಗ ರೂಪಿಸಲು ಅಗತ್ಯವಾಗಿರುವ ಕೈ ಪಿಡಿಗಳನ್ನು ಲಭ್ಯವಾಗುವಂತೆ ನೋಡಿಕೊಳ್ಳಲಿದೆ. ಹಾಗೂ ಈ ಬಗ್ಗೆ ಸರ್ಕಾರ ಜೊತೆ ಮಾತುಕತೆ ನಡೆಸಿ ಶೈಕ್ಷಣಿಕ ಅಭ್ಯುದಯಕ್ಕೆ ಅಗತ್ಯ ಕ್ರಮ ಕೈಗೊಳ್ಳಲಾಗುವುದು. ತಾಲೂಕಿನ ಯುವ ಸಮೂಹಗಳ ಅನುಕೂಲಕ್ಕಾಗಿ ಉದ್ಯೋಗ — [286, 487, 512, 755]
dais-speakers-photo-icon — [1009, 837, 1476, 977]
story1-col1-text: ಮಧುಗಿರಿ: ವೃತ್ತಿಪರ ಮತ್ತು ವೃತ್ತಿ ಮಾರ್ಗದರ್ಶನ ಘಟಕಗಳ ಸ್ಥಾಪನೆಯಿಂದ ವಿದ್ಯಾರ್ಥಿಗಳ ಮುಂದಿನ ಭವಿಷ್ಯಕ್ಕೆ ಪೂರಕವಾಗಲಿವೆ ಎಂದು ವಿಧಾನ ಪರಿಷತ್ ಸದಸ್ಯ ರಾಜೇಂದ್ರ ರಾಜಣ್ಣ ತಿಳಿಸಿದರು. ಪಟ್ಟಣದ ಸರ್ಕಾರಿ ಪದವಿ ಪೂರ್ವ ಕಾಲೇಜು ಆವರಣದಲ್ಲಿ ಜಿಲ್ಲಾ ಶಿಕ್ಷಣ ಮತ್ತು ತರಬೇತಿ ಸಂಸ್ಥೆಯ ವತಿಯಿಂದ ವೃತ್ತಿ ಮಾರ್ಗದರ್ಶನ ಮೇಳ ಕಾರ್ಯಕ್ರಮವನ್ನು ಉದ್ಘಾಟಿಸಿ ಮಾತನಾಡಿದ ಅವರು, ವಿದ್ಯಾರ್ಥಿಗಳು ಐಟಿಐ ಎಸ್ ಎಸ್ ಎಲ್ ಸಿ ವಿವಿಧ ಕೋರ್ಸ್ ಗಳನ್ನು ಆಯ್ಕೆ ಮಾಡಿಕೊಳ್ಳುತ್ತಾರೆ ಆದರೆ ಕೆಲ ಉತ್ತಮ ಕೋರ್ಸ್ ಗಳ ಬಗ್ಗೆ ಸರಿಯಾದ ಮಾಹಿತಿ ಕೊರತೆ ಇರುವುದರಿಂದ ಇಂತಹ ಕಾರ್ಯಕ್ರಮಗಳ ಆಯೋಜನೆಯಿಂದ ವಿದ್ಯಾರ್ಥಿಗಳಿಗೆ ಅನುಕೂಲ ವಾಗಲಿದೆ. ನಮ್ಮ ಕ್ಷೇತ್ರದಲ್ಲಿ ಗ್ರಾಮೀಣ ಭಾಗದ ಬಡ ಮಕ್ಕಳ ವಿದ್ಯಾಭ್ಯಾಸಕ್ಕೆ ಹೆಚ್ಚು ಸಹಕಾರ ನೀಡಲಾಗುತ್ತಿದೆ. ಮಕ್ಕಳು ಹೆಚ್ಚು ಕಾಲ ಶಾಲಾ ಕಾಲೇಜುಗಳ ಸ್ಟಡೀಸ್ ಗಳ ಜತೆಯಲ್ಲಿ ಇರುವುದರಿಂದ ಅವರ ವೃತ್ತಿ ಮಾರ್ಗದರ್ಶನ — [30, 231, 279, 582]
banner-line1: SRI SIDDHARTHA — [519, 1026, 597, 1036]
story5-col5 — [1005, 1435, 1235, 2425]
story1-headline: ವಿದ್ಯಾರ್ಥಿಗಳ ಮುಂದಿನ ಭವಿಷ್ಯಕ್ಕೆ ಪೂರಕ — [30, 159, 588, 210]
swamiji-with-children-photo-icon — [30, 1979, 279, 2111]
